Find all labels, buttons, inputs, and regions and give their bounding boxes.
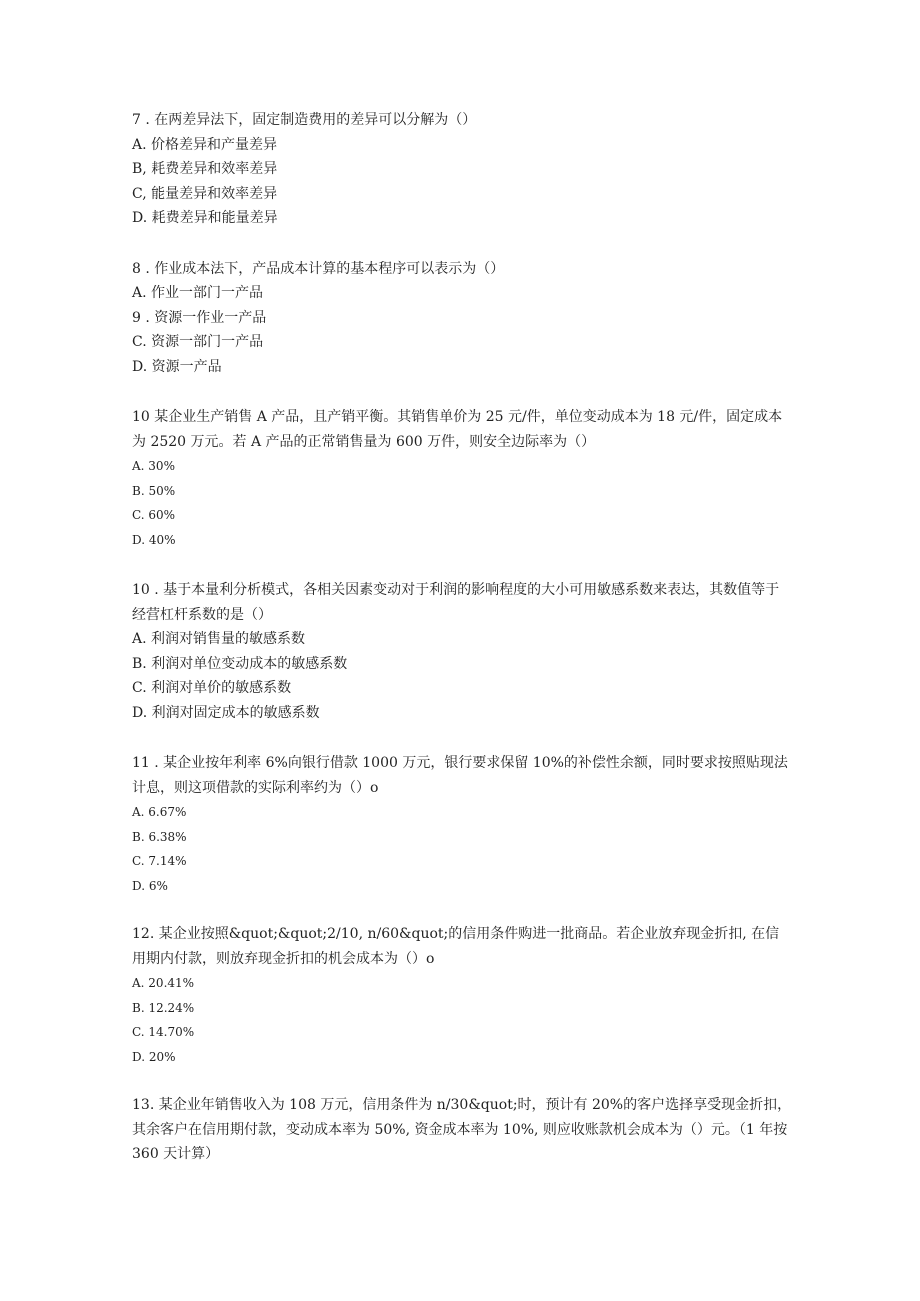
option-a: A. 作业一部门一产品 (132, 285, 264, 301)
question-stem: 13. 某企业年销售收入为 108 万元，信用条件为 n/30&quot;时，预计有 20%的客户选择享受现金折扣，其余客户在信用期付款，变动成本率为 50%, 资金成本率为 10%, 则应收账款机会成本为（）元。（1 年按 360 天计算） (132, 1097, 792, 1162)
option-b: B. 12.24% (132, 1000, 195, 1015)
question-7 (132, 108, 792, 231)
question-stem: 7 . 在两差异法下，固定制造费用的差异可以分解为（） (132, 112, 477, 128)
option-c: C. 资源一部门一产品 (132, 334, 264, 350)
option-c: C, 能量差异和效率差异 (132, 185, 278, 202)
option-a: A. 30% (132, 459, 175, 473)
option-d: D. 资源一产品 (132, 358, 222, 375)
question-10-sensitivity (132, 578, 792, 725)
option-b: B. 50% (132, 483, 176, 498)
option-d: D. 20% (132, 1049, 176, 1064)
question-12 (132, 922, 792, 1069)
question-10-safety-margin (132, 405, 792, 552)
question-stem: 10 . 基于本量利分析模式，各相关因素变动对于利润的影响程度的大小可用敏感系数来表达，其数值等于经营杠杆系数的是（） (132, 582, 780, 623)
option-a: A. 价格差异和产量差异 (132, 136, 278, 153)
option-a: A. 利润对销售量的敏感系数 (132, 631, 306, 647)
option-d: D. 耗费差异和能量差异 (132, 210, 278, 226)
option-d: D. 利润对固定成本的敏感系数 (132, 704, 320, 721)
option-c: C. 7.14% (132, 854, 187, 868)
option-b: B. 利润对单位变动成本的敏感系数 (132, 655, 348, 672)
question-13 (132, 1093, 792, 1167)
option-b: B, 耗费差异和效率差异 (132, 161, 278, 177)
option-a: A. 6.67% (132, 805, 187, 819)
question-8 (132, 257, 792, 380)
question-11 (132, 751, 792, 898)
question-stem: 12. 某企业按照&quot;&quot;2/10, n/60&quot;的信用条件购进一批商品。若企业放弃现金折扣, 在信用期内付款，则放弃现金折扣的机会成本为（）o (132, 926, 780, 967)
option-a: A. 20.41% (132, 976, 195, 990)
option-c: C. 60% (132, 508, 176, 522)
option-c: C. 利润对单价的敏感系数 (132, 680, 292, 696)
question-stem: 10 某企业生产销售 A 产品，且产销平衡。其销售单价为 25 元/件，单位变动成本为 18 元/件，固定成本为 2520 万元。若 A 产品的正常销售量为 600 万件，则安全边际率为（） (132, 409, 783, 450)
question-stem: 11 . 某企业按年利率 6%向银行借款 1000 万元，银行要求保留 10%的补偿性余额，同时要求按照贴现法计息，则这项借款的实际利率约为（）o (132, 755, 788, 796)
option-b: B. 6.38% (132, 829, 187, 844)
option-d: D. 6% (132, 878, 168, 893)
question-stem: 8 . 作业成本法下，产品成本计算的基本程序可以表示为（） (132, 260, 505, 277)
document-page (132, 108, 792, 1191)
option-c: C. 14.70% (132, 1025, 195, 1039)
option-d: D. 40% (132, 532, 176, 547)
option-b: 9 . 资源一作业一产品 (132, 309, 267, 326)
